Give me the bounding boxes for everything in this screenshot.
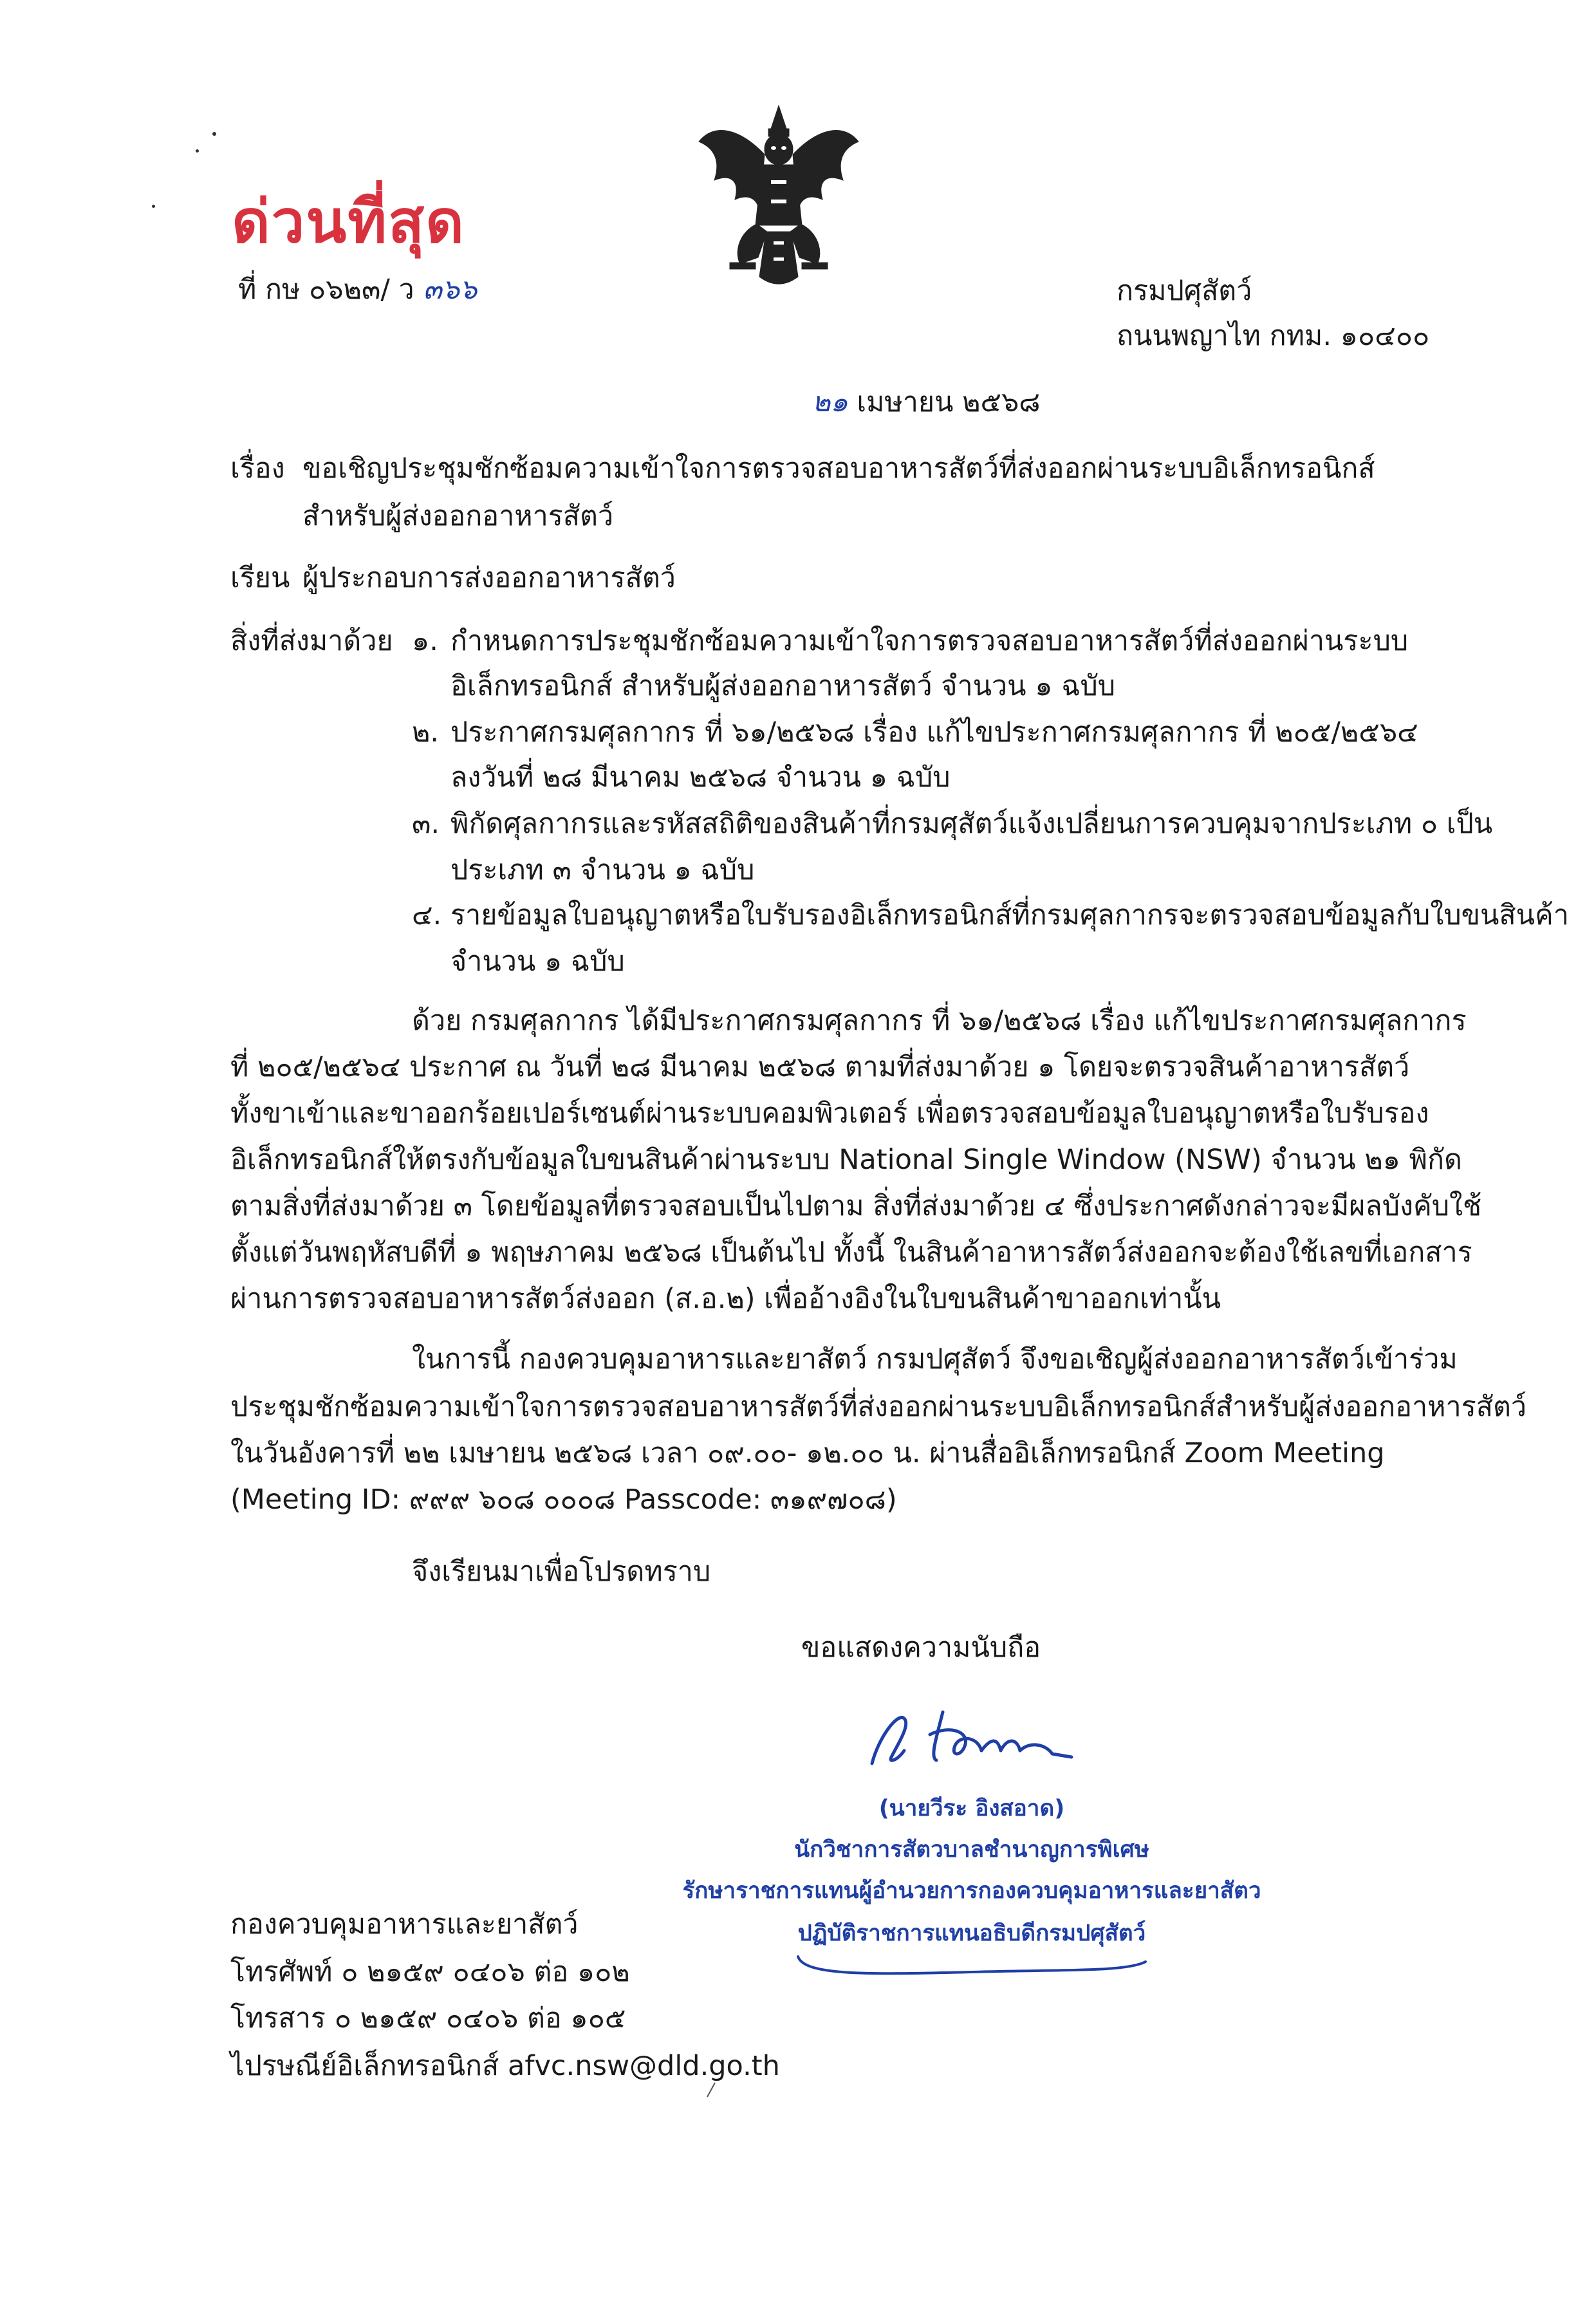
agency-name: กรมปศุสัตว์	[1117, 275, 1252, 307]
reference-handwritten-number: ๓๖๖	[423, 274, 478, 306]
paragraph-1-line: ทั้งขาเข้าและขาออกร้อยเปอร์เซนต์ผ่านระบบคอมพิวเตอร์ เพื่อตรวจสอบข้อมูลใบอนุญาตหรือใบรับรอง	[230, 1097, 1429, 1130]
paragraph-2-line: ในการนี้ กองควบคุมอาหารและยาสัตว์ กรมปศุสัตว์ จึงขอเชิญผู้ส่งออกอาหารสัตว์เข้าร่วม	[412, 1343, 1458, 1375]
enclosure-item-line: รายข้อมูลใบอนุญาตหรือใบรับรองอิเล็กทรอนิกส์ที่กรมศุลกากรจะตรวจสอบข้อมูลกับใบขนสินค้า	[450, 899, 1569, 931]
enclosure-item-number: ๓.	[412, 808, 440, 840]
paragraph-1-line: ผ่านการตรวจสอบอาหารสัตว์ส่งออก (ส.อ.๒) เพื่ออ้างอิงในใบขนสินค้าขาออกเท่านั้น	[230, 1283, 1221, 1315]
enclosure-item-line: ประเภท ๓ จำนวน ๑ ฉบับ	[450, 854, 755, 886]
date-month-year: เมษายน ๒๕๖๘	[857, 386, 1041, 418]
closing-request: จึงเรียนมาเพื่อโปรดทราบ	[412, 1556, 711, 1588]
paragraph-1-line: ตั้งแต่วันพฤหัสบดีที่ ๑ พฤษภาคม ๒๕๖๘ เป็นต้นไป ทั้งนี้ ในสินค้าอาหารสัตว์ส่งออกจะต้องใช้เลขที่เอกสาร	[230, 1236, 1472, 1269]
enclosure-item-line: กำหนดการประชุมชักซ้อมความเข้าใจการตรวจสอบอาหารสัตว์ที่ส่งออกผ่านระบบ	[450, 625, 1409, 657]
subject-line-2: สำหรับผู้ส่งออกอาหารสัตว์	[302, 500, 614, 532]
scan-mark	[212, 132, 216, 136]
paragraph-2-line: ในวันอังคารที่ ๒๒ เมษายน ๒๕๖๘ เวลา ๐๙.๐๐- ๑๒.๐๐ น. ผ่านสื่ออิเล็กทรอนิกส์ Zoom Meeting	[230, 1437, 1385, 1469]
contact-fax: โทรสาร ๐ ๒๑๕๙ ๐๔๐๖ ต่อ ๑๐๕	[230, 2002, 626, 2034]
enclosure-item-number: ๔.	[412, 899, 442, 931]
handwritten-signature	[859, 1699, 1104, 1783]
contact-phone: โทรศัพท์ ๐ ๒๑๕๙ ๐๔๐๖ ต่อ ๑๐๒	[230, 1956, 630, 1988]
enclosure-item-line: อิเล็กทรอนิกส์ สำหรับผู้ส่งออกอาหารสัตว์ จำนวน ๑ ฉบับ	[450, 670, 1116, 702]
enclosure-item-number: ๑.	[412, 625, 438, 657]
enclosure-item-line: พิกัดศุลกากรและรหัสสถิติของสินค้าที่กรมศุสัตว์แจ้งเปลี่ยนการควบคุมจากประเภท ๐ เป็น	[450, 808, 1493, 840]
enclosure-item-line: ประกาศกรมศุลกากร ที่ ๖๑/๒๕๖๘ เรื่อง แก้ไขประกาศกรมศุลกากร ที่ ๒๐๕/๒๕๖๔	[450, 716, 1418, 749]
paragraph-1-line: อิเล็กทรอนิกส์ให้ตรงกับข้อมูลใบขนสินค้าผ่านระบบ National Single Window (NSW) จำนวน ๒๑ พิกัด	[230, 1144, 1462, 1176]
salutation-text: ผู้ประกอบการส่งออกอาหารสัตว์	[302, 562, 676, 594]
subject-label: เรื่อง	[230, 452, 285, 485]
pen-tick-mark	[705, 2080, 718, 2099]
signer-on-behalf: ปฏิบัติราชการแทนอธิบดีกรมปศุสัตว์	[797, 1921, 1146, 1946]
enclosures-label: สิ่งที่ส่งมาด้วย	[230, 625, 393, 657]
salutation-label: เรียน	[230, 562, 290, 594]
valediction: ขอแสดงความนับถือ	[801, 1632, 1041, 1664]
signature-underline-stroke	[792, 1950, 1152, 1982]
signer-name: (นายวีระ อิงสอาด)	[878, 1796, 1065, 1821]
paragraph-1-line: ด้วย กรมศุลกากร ได้มีประกาศกรมศุลกากร ที่ ๖๑/๒๕๖๘ เรื่อง แก้ไขประกาศกรมศุลกากร	[412, 1005, 1467, 1037]
document-date	[812, 383, 1040, 422]
urgency-stamp: ด่วนที่สุด	[232, 187, 465, 256]
reference-number	[238, 270, 477, 309]
agency-address: ถนนพญาไท กทม. ๑๐๔๐๐	[1117, 320, 1430, 352]
reference-prefix: ที่ กษ ๐๖๒๓/ ว	[238, 274, 414, 306]
paragraph-1-line: ที่ ๒๐๕/๒๕๖๔ ประกาศ ณ วันที่ ๒๘ มีนาคม ๒๕๖๘ ตามที่ส่งมาด้วย ๑ โดยจะตรวจสินค้าอาหารสัตว์	[230, 1051, 1410, 1083]
contact-email: ไปรษณีย์อิเล็กทรอนิกส์ afvc.nsw@dld.go.th	[230, 2050, 780, 2082]
paragraph-2-line: (Meeting ID: ๙๙๙ ๖๐๘ ๐๐๐๘ Passcode: ๓๑๙๗๐๘)	[230, 1484, 897, 1516]
date-day-handwritten: ๒๑	[812, 386, 848, 418]
paragraph-2-line: ประชุมชักซ้อมความเข้าใจการตรวจสอบอาหารสัตว์ที่ส่งออกผ่านระบบอิเล็กทรอนิกส์สำหรับผู้ส่งออกอาหารสัตว์	[230, 1391, 1527, 1423]
scan-mark	[196, 149, 199, 153]
signer-position: นักวิชาการสัตวบาลชำนาญการพิเศษ	[794, 1837, 1149, 1863]
contact-division: กองควบคุมอาหารและยาสัตว์	[230, 1908, 579, 1940]
paragraph-1-line: ตามสิ่งที่ส่งมาด้วย ๓ โดยข้อมูลที่ตรวจสอบเป็นไปตาม สิ่งที่ส่งมาด้วย ๔ ซึ่งประกาศดังกล่าวจะมีผลบังคับใช้	[230, 1190, 1482, 1222]
enclosure-item-line: จำนวน ๑ ฉบับ	[450, 945, 625, 978]
subject-line-1: ขอเชิญประชุมชักซ้อมความเข้าใจการตรวจสอบอาหารสัตว์ที่ส่งออกผ่านระบบอิเล็กทรอนิกส์	[302, 452, 1375, 485]
garuda-emblem-icon	[695, 103, 862, 296]
scan-mark	[152, 205, 155, 208]
signer-acting-role: รักษาราชการแทนผู้อำนวยการกองควบคุมอาหารและยาสัตว	[682, 1878, 1261, 1904]
enclosure-item-line: ลงวันที่ ๒๘ มีนาคม ๒๕๖๘ จำนวน ๑ ฉบับ	[450, 761, 951, 794]
enclosure-item-number: ๒.	[412, 716, 440, 749]
